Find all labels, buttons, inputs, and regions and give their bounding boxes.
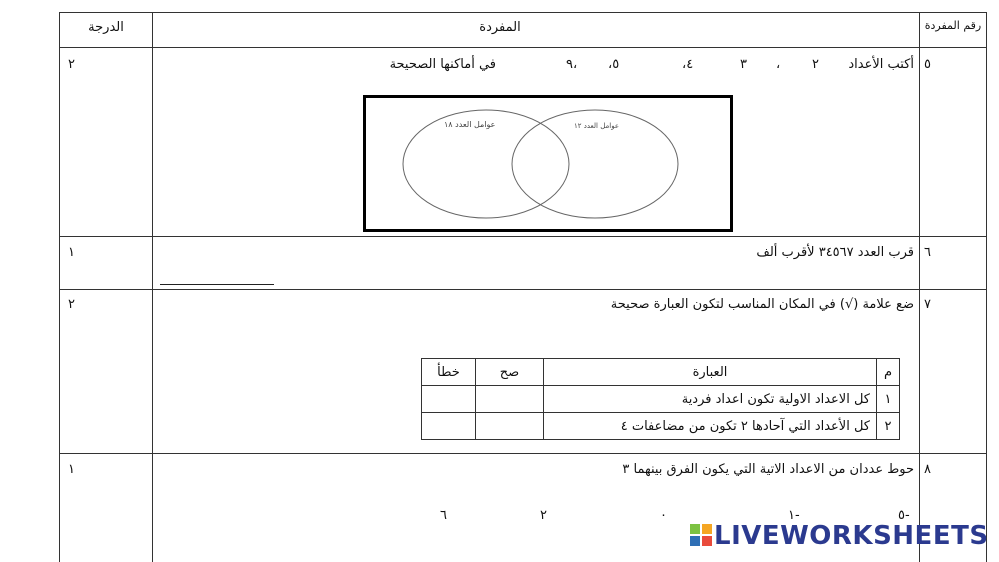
row5-grade: ٢ (68, 57, 75, 72)
number-column-divider (919, 12, 920, 562)
row5-number-4: ،٤ (682, 57, 694, 72)
option-6[interactable]: ٦ (440, 508, 447, 523)
true-false-table (421, 358, 900, 440)
row-divider-2 (59, 289, 987, 290)
row7-question: ضع علامة (√) في المكان المناسب لتكون العبارة صحيحة (610, 297, 914, 312)
liveworksheets-logo-icon (690, 524, 712, 546)
false-cell-1[interactable] (422, 386, 476, 413)
row5-number-3: ٣ (740, 57, 747, 72)
false-cell-2[interactable] (422, 413, 476, 440)
venn-diagram (366, 98, 730, 229)
row8-question: حوط عددان من الاعداد الاتية التي يكون الفرق بينهما ٣ (622, 462, 914, 477)
venn-diagram-frame (363, 95, 733, 232)
table-border-right (986, 12, 987, 562)
row6-answer-line[interactable] (160, 284, 274, 285)
row8-number: ٨ (924, 462, 931, 477)
header-item-number: رقم المفردة (924, 19, 982, 32)
table-border-left (59, 12, 60, 562)
row-divider-3 (59, 453, 987, 454)
row7-grade: ٢ (68, 297, 75, 312)
row5-question-a: أكتب الأعداد (848, 57, 914, 72)
row8-grade: ١ (68, 462, 75, 477)
table-row (422, 386, 900, 413)
statement-2: كل الأعداد التي آحادها ٢ تكون من مضاعفات ٤ (544, 413, 877, 440)
row5-comma-1: ، (776, 57, 781, 72)
row6-grade: ١ (68, 245, 75, 260)
row5-number-5: ،٥ (608, 57, 620, 72)
header-false: خطأ (422, 359, 476, 386)
row5-number-9: ٩، (566, 57, 578, 72)
row5-number-2: ٢ (812, 57, 819, 72)
m-1: ١ (877, 386, 900, 413)
header-m: م (877, 359, 900, 386)
grade-column-divider (152, 12, 153, 562)
header-true: صح (476, 359, 544, 386)
statement-1: كل الاعداد الاولية تكون اعداد فردية (544, 386, 877, 413)
option-2[interactable]: ٢ (540, 508, 547, 523)
header-item: المفردة (479, 20, 521, 35)
header-divider (59, 47, 987, 48)
table-border-top (59, 12, 987, 13)
row-divider-1 (59, 236, 987, 237)
table-row (422, 413, 900, 440)
venn-label-12: عوامل العدد ١٢ (574, 122, 620, 130)
row7-number: ٧ (924, 297, 931, 312)
table-header-row (422, 359, 900, 386)
m-2: ٢ (877, 413, 900, 440)
row6-number: ٦ (924, 245, 931, 260)
true-cell-2[interactable] (476, 413, 544, 440)
liveworksheets-watermark: LIVEWORKSHEETS (714, 521, 989, 551)
header-grade: الدرجة (88, 20, 124, 35)
option-neg1[interactable]: ١- (788, 508, 800, 523)
true-cell-1[interactable] (476, 386, 544, 413)
row5-question-b: في أماكنها الصحيحة (389, 57, 496, 72)
header-statement: العبارة (544, 359, 877, 386)
option-0[interactable]: ٠ (660, 508, 667, 523)
row5-number: ٥ (924, 57, 931, 72)
row6-question: قرب العدد ٣٤٥٦٧ لأقرب ألف (756, 245, 914, 260)
option-neg5[interactable]: ٥- (898, 508, 910, 523)
venn-label-18: عوامل العدد ١٨ (444, 120, 496, 129)
